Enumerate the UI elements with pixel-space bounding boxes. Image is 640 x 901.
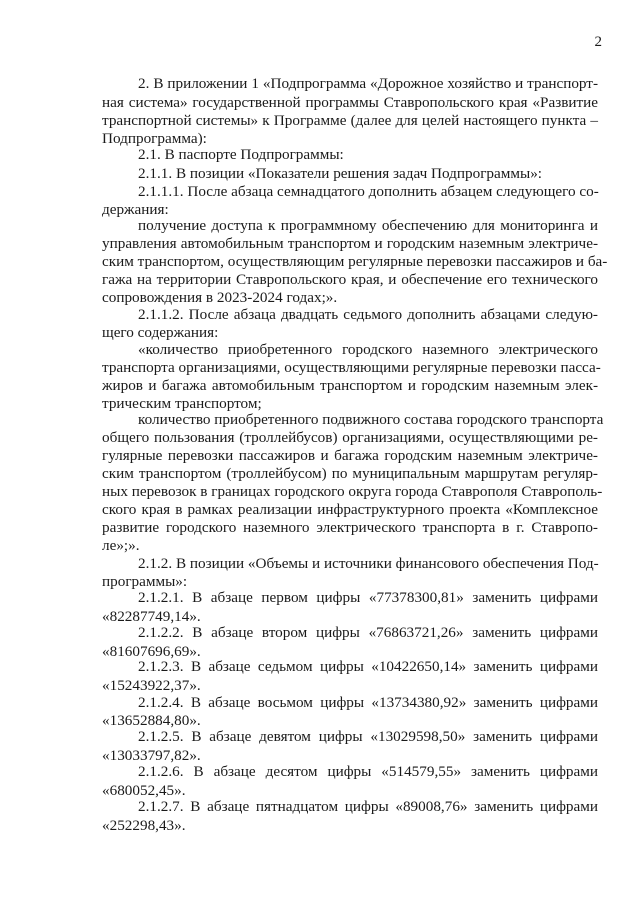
text-line: 2.1.2.4. В абзаце восьмом цифры «13734380,92» заменить цифрами bbox=[138, 694, 598, 711]
text-line: получение доступа к программному обеспечению для мониторинга и bbox=[138, 217, 598, 234]
text-line: 2.1. В паспорте Подпрограммы: bbox=[138, 146, 344, 163]
text-line: щего содержания: bbox=[102, 324, 219, 341]
text-line: «252298,43». bbox=[102, 817, 186, 834]
text-line: «15243922,37». bbox=[102, 677, 201, 694]
text-line: ского края в рамках реализации инфраструктурного проекта «Комплексное bbox=[102, 501, 598, 518]
text-line: 2.1.1.2. После абзаца двадцать седьмого дополнить абзацами следую- bbox=[138, 306, 598, 323]
text-line: Подпрограмма): bbox=[102, 130, 207, 147]
text-line: 2.1.2.2. В абзаце втором цифры «76863721,26» заменить цифрами bbox=[138, 624, 598, 641]
text-line: сопровождения в 2023-2024 годах;». bbox=[102, 289, 338, 306]
text-line: 2.1.1. В позиции «Показатели решения задач Подпрограммы»: bbox=[138, 165, 543, 182]
text-line: программы»: bbox=[102, 573, 188, 590]
text-line: «680052,45». bbox=[102, 782, 186, 799]
text-line: «13033797,82». bbox=[102, 747, 201, 764]
text-line: «количество приобретенного городского наземного электрического bbox=[138, 341, 598, 358]
text-line: 2.1.2.3. В абзаце седьмом цифры «10422650,14» заменить цифрами bbox=[138, 658, 598, 675]
text-line: гажа на территории Ставропольского края, и обеспечение его технического bbox=[102, 271, 598, 288]
text-line: держания: bbox=[102, 201, 169, 218]
text-line: транспортной системы» к Программе (далее для целей настоящего пункта – bbox=[102, 112, 598, 129]
text-line: ная система» государственной программы Ставропольского края «Развитие bbox=[102, 94, 598, 111]
text-line: «81607696,69». bbox=[102, 643, 201, 660]
text-line: ским транспортом, осуществляющим регулярные перевозки пассажиров и ба- bbox=[102, 253, 608, 270]
text-line: общего пользования (троллейбусов) организациями, осуществляющими ре- bbox=[102, 429, 598, 446]
text-line: трическим транспортом; bbox=[102, 395, 262, 412]
text-line: 2.1.2.5. В абзаце девятом цифры «13029598,50» заменить цифрами bbox=[138, 728, 598, 745]
text-line: «82287749,14». bbox=[102, 608, 201, 625]
text-line: ных перевозок в границах городского округа города Ставрополя Ставрополь- bbox=[102, 483, 603, 500]
text-line: управления автомобильным транспортом и городским наземным электриче- bbox=[102, 235, 598, 252]
text-line: развитие городского наземного электрического транспорта в г. Ставропо- bbox=[102, 519, 598, 536]
text-line: 2.1.2.6. В абзаце десятом цифры «514579,55» заменить цифрами bbox=[138, 763, 598, 780]
text-line: гулярные перевозки пассажиров и багажа городским наземным электриче- bbox=[102, 447, 598, 464]
text-line: 2.1.2.1. В абзаце первом цифры «77378300,81» заменить цифрами bbox=[138, 589, 598, 606]
text-line: «13652884,80». bbox=[102, 712, 201, 729]
text-line: жиров и багажа автомобильным транспортом и городским наземным элек- bbox=[102, 377, 598, 394]
text-line: транспорта организациями, осуществляющими регулярные перевозки пасса- bbox=[102, 359, 601, 376]
page-number: 2 bbox=[594, 34, 602, 50]
text-line: количество приобретенного подвижного состава городского транспорта bbox=[138, 411, 604, 428]
text-line: 2. В приложении 1 «Подпрограмма «Дорожное хозяйство и транспорт- bbox=[138, 75, 598, 92]
text-line: 2.1.2.7. В абзаце пятнадцатом цифры «89008,76» заменить цифрами bbox=[138, 798, 598, 815]
text-line: ским транспортом (троллейбусом) по муниципальным маршрутам регуляр- bbox=[102, 465, 598, 482]
text-line: 2.1.1.1. После абзаца семнадцатого дополнить абзацем следующего со- bbox=[138, 183, 599, 200]
text-line: ле»;». bbox=[102, 537, 140, 554]
text-line: 2.1.2. В позиции «Объемы и источники финансового обеспечения Под- bbox=[138, 555, 599, 572]
